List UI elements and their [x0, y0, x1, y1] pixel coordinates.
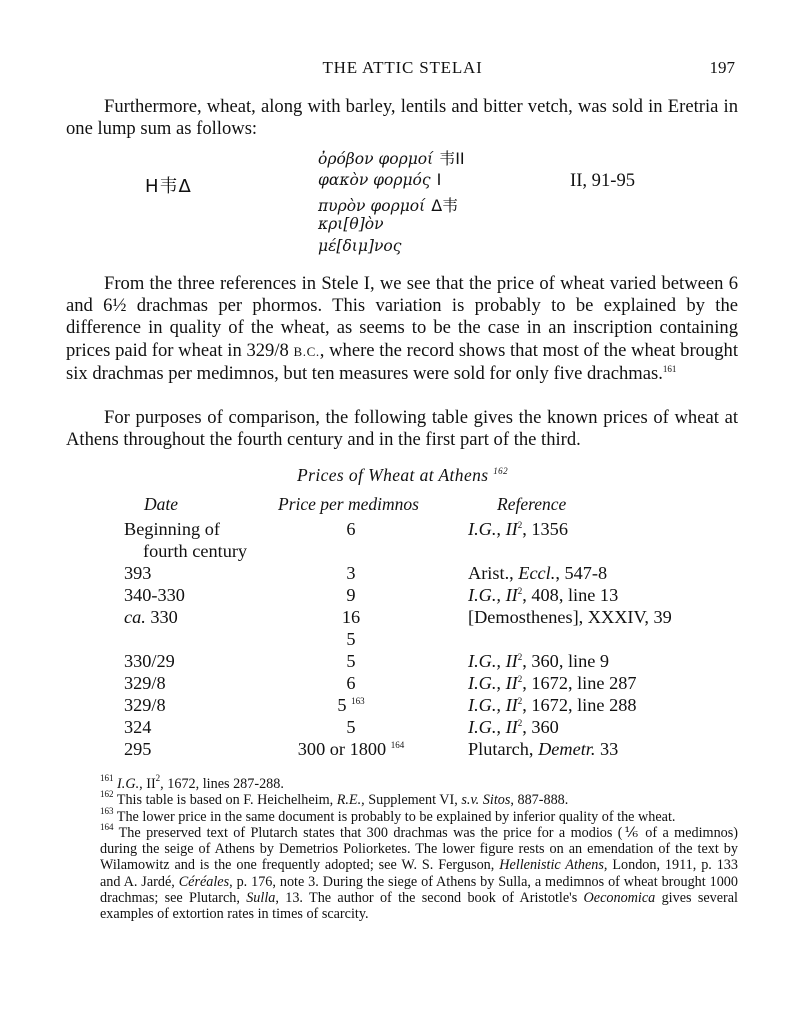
attic-numeral: Δ⻙: [431, 196, 459, 215]
footnote-marker: 163: [351, 696, 365, 706]
ref-source: I.G., II: [468, 673, 518, 693]
footnote-text: R.E.: [336, 792, 362, 809]
attic-numeral: ⻙II: [439, 149, 465, 168]
cell-price: 6: [346, 519, 356, 539]
ref-work: Eccl.: [518, 563, 556, 583]
greek-text: μέ[διμ]νος: [318, 237, 402, 255]
footnote-text: The lower price in the same document is probably to be explained by inferior quality of the wheat.: [116, 808, 676, 825]
footnote-text: This table is based on F. Heichelheim,: [116, 792, 337, 809]
footnote-text: Céréales: [178, 873, 230, 890]
superscript: 2: [517, 586, 523, 596]
cell-price: [282, 695, 420, 716]
cell-reference: [Demosthenes], XXXIV, 39: [468, 607, 672, 627]
footnote-text: , London, 1911, p. 133 and A. Jardé,: [100, 857, 738, 890]
greek-text: κρι[θ]ὸν: [318, 215, 384, 233]
ref-source: I.G., II: [468, 519, 518, 539]
cell-date: [124, 607, 178, 628]
cell-price: [282, 739, 420, 760]
table-title: [0, 465, 805, 486]
footnote-text: gives several examples of extortion rates in times of scarcity.: [100, 890, 739, 923]
paragraph-price-variation: [66, 273, 738, 385]
inscription-line: [318, 215, 384, 233]
cell-date: 324: [124, 717, 152, 737]
cell-price: 16: [341, 607, 361, 627]
ref-source: I.G., II: [468, 717, 518, 737]
cell-date: Beginning of: [124, 519, 220, 539]
inscription-line: [318, 237, 401, 255]
footnote-text: , p. 176, note 3. During the siege of Athens by Sulla, a medimnos of wheat brought 1000 drachmas; see Plutarch,: [100, 873, 738, 907]
ref-detail: , 360: [522, 717, 559, 737]
footnote-text: , Supplement VI,: [361, 792, 462, 809]
inscription-line: [318, 193, 458, 216]
cell-price: 3: [346, 563, 356, 583]
footnote-text: Sulla: [246, 890, 276, 907]
footnote-162: [100, 789, 738, 809]
cell-date: 295: [124, 739, 152, 759]
cell-price: 9: [346, 585, 356, 605]
cell-date: 393: [124, 563, 152, 583]
attic-numeral: I: [436, 170, 442, 189]
price-value: 5: [337, 695, 347, 715]
footnote-number: 164: [100, 821, 114, 832]
cell-price: 5: [346, 717, 356, 737]
running-head: [0, 58, 805, 82]
footnote-163: [66, 805, 738, 825]
running-title: THE ATTIC STELAI: [322, 58, 483, 77]
footnote-text: s.v. Sitos: [461, 792, 511, 809]
ref-source: Arist.,: [468, 563, 519, 583]
footnote-text: , II: [139, 776, 156, 792]
footnote-text: , 13. The author of the second book of Aristotle's: [275, 890, 584, 907]
footnote-text: The preserved text of Plutarch states that 300 drachmas was the price for a modios (⅙ of a medimnos) during the seige of Athens by Demetrios Poliorketes. The lower figure rests on an emendation of the text by Wilamowitz and is the one frequently adopted; see W. S. Ferguson,: [100, 824, 739, 874]
inscription-reference: II, 91-95: [570, 170, 636, 191]
inscription-total: H⻙Δ: [145, 176, 192, 197]
superscript: 2: [517, 674, 523, 684]
ref-detail: , 1356: [522, 519, 568, 539]
table-title-text: Prices of Wheat at Athens: [297, 465, 489, 485]
cell-reference: [468, 717, 559, 738]
column-header-date: Date: [144, 494, 179, 514]
circa-abbreviation: ca.: [124, 607, 146, 627]
cell-date: 330/29: [124, 651, 175, 671]
ref-source: Plutarch,: [468, 739, 539, 759]
paragraph-text: , where the record shows that most of the wheat brought six drachmas per medimnos, but ten measures were sold for only five drachmas.: [66, 339, 738, 384]
footnote-text: Oeconomica: [583, 890, 656, 907]
cell-reference: [468, 519, 568, 540]
footnote-marker: 162: [493, 466, 508, 476]
paragraph-intro: Furthermore, wheat, along with barley, lentils and bitter vetch, was sold in Eretria in one lump sum as follows:: [66, 96, 738, 140]
page-number: 197: [709, 58, 735, 77]
cell-date: fourth century: [143, 541, 248, 561]
footnote-number: 161: [100, 773, 114, 783]
date-value: 330: [145, 607, 178, 627]
superscript: 2: [155, 773, 161, 783]
ref-work: Demetr.: [538, 739, 596, 759]
cell-reference: [468, 673, 637, 694]
footnote-text: , 1672, lines 287-288.: [160, 776, 284, 792]
column-header-reference: Reference: [497, 494, 567, 514]
superscript: 2: [517, 696, 523, 706]
ref-detail: 33: [595, 739, 619, 759]
ref-detail: , 547-8: [555, 563, 608, 583]
inscription-line: [318, 170, 441, 189]
footnote-marker: 161: [662, 363, 677, 374]
footnote-number: 163: [100, 805, 114, 816]
price-value: 300 or 1800: [297, 739, 387, 759]
ref-detail: , 1672, line 288: [522, 695, 637, 715]
ref-detail: , 360, line 9: [522, 651, 610, 671]
cell-reference: [468, 563, 607, 584]
footnote-marker: 164: [390, 740, 405, 750]
greek-text: ὀρόβον φορμοί: [318, 150, 434, 168]
footnote-text: Hellenistic Athens: [499, 857, 604, 874]
cell-reference: [468, 651, 609, 672]
footnote-number: 162: [100, 789, 114, 800]
paragraph-text: From the three references in Stele I, we see that the price of wheat varied between 6 and 6½ drachmas per phormos. This variation is probably to be explained by the difference in quality of the wheat, as seems to be the case in an inscription containing prices paid for wheat in 329/8: [66, 273, 738, 361]
inscription-line: [318, 146, 465, 169]
ref-source: I.G., II: [468, 695, 518, 715]
cell-date: 329/8: [124, 673, 166, 693]
superscript: 2: [517, 652, 523, 662]
cell-price: 5: [346, 629, 356, 649]
footnote-text: , 887-888.: [510, 792, 569, 809]
cell-reference: [468, 739, 618, 760]
superscript: 2: [517, 718, 523, 728]
footnotes: [100, 773, 739, 923]
cell-date: 329/8: [124, 695, 166, 715]
footnote-161: [100, 773, 738, 792]
footnote-164: [100, 821, 739, 923]
cell-reference: [468, 695, 637, 716]
greek-text: πυρὸν φορμοί: [318, 197, 426, 215]
ref-detail: , 1672, line 287: [522, 673, 637, 693]
ref-detail: , 408, line 13: [522, 585, 619, 605]
cell-price: 6: [346, 673, 356, 693]
cell-price: 5: [346, 651, 356, 671]
cell-date: 340-330: [124, 585, 185, 605]
footnote-text: I.G.: [117, 776, 140, 792]
ref-source: I.G., II: [468, 585, 518, 605]
paragraph-comparison: For purposes of comparison, the following table gives the known prices of wheat at Athens throughout the fourth century and in the first part of the third.: [66, 407, 738, 451]
ref-source: I.G., II: [468, 651, 518, 671]
greek-text: φακὸν φορμός: [318, 171, 431, 189]
era-abbreviation: B.C.: [293, 343, 320, 359]
cell-reference: [468, 585, 618, 606]
superscript: 2: [517, 520, 523, 530]
column-header-price: Price per medimnos: [278, 494, 419, 514]
